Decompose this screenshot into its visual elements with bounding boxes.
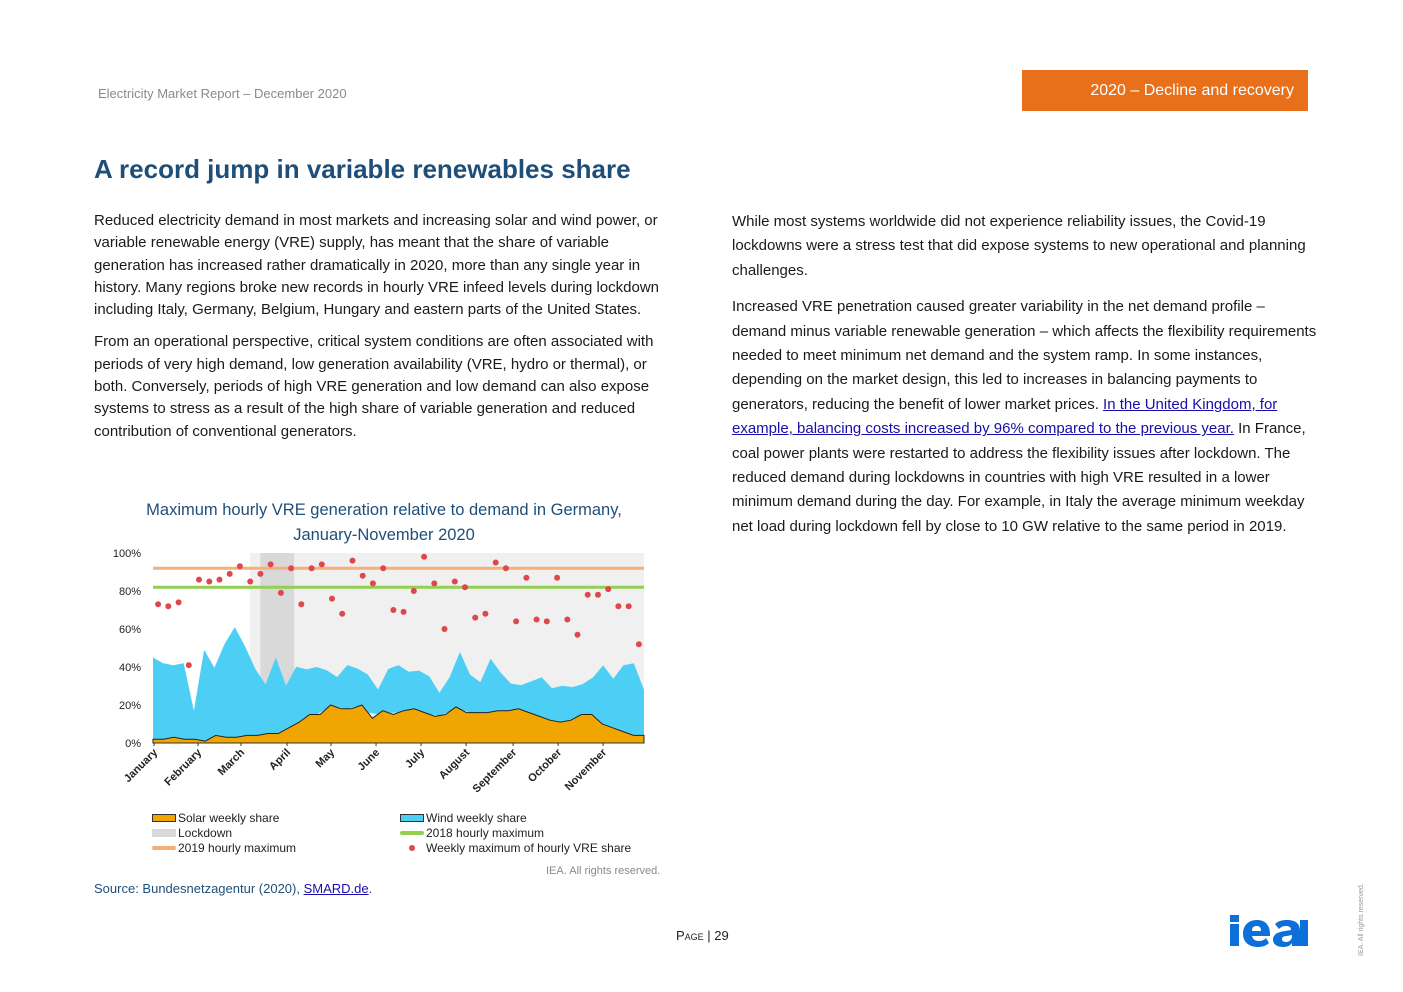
chart-title-line: Maximum hourly VRE generation relative to demand in Germany,: [146, 501, 622, 519]
weekly-max-point: [339, 611, 345, 617]
weekly-max-point: [585, 592, 591, 598]
legend-2019-max: [152, 840, 296, 855]
iea-logo: [1230, 912, 1308, 948]
weekly-max-point: [370, 580, 376, 586]
page-number-value: 29: [714, 928, 729, 943]
legend-swatch: [400, 831, 424, 835]
weekly-max-point: [298, 601, 304, 607]
weekly-max-point: [380, 565, 386, 571]
section-badge: 2020 – Decline and recovery: [1022, 70, 1308, 111]
weekly-max-point: [401, 609, 407, 615]
weekly-max-point: [288, 565, 294, 571]
legend-wind: [400, 810, 527, 825]
weekly-max-point: [411, 588, 417, 594]
weekly-max-point: [575, 632, 581, 638]
legend-swatch: [152, 829, 176, 837]
legend-label: 2018 hourly maximum: [426, 825, 545, 840]
weekly-max-point: [390, 607, 396, 613]
paragraph: From an operational perspective, critical system conditions are often associated with periods of very high demand, low generation availability (VRE, hydro or thermal), or both. Conversely, periods of high VRE generation and low demand can also expose systems to stress as a result of the high share of variable generation and reduced contribution of conventional generators.: [94, 333, 654, 440]
paragraph-text: In France, coal power plants were restarted to address the flexibility issues after lockdown. The reduced demand during lockdowns in countries with high VRE resulted in a lower minimum demand during the day. For example, in Italy the average minimum weekday net load during lockdown fell by close to 10 GW relative to the same period in 2019.: [732, 420, 1306, 535]
vertical-rights-text: IEA. All rights reserved.: [1358, 883, 1365, 956]
weekly-max-point: [513, 618, 519, 624]
source-note: [94, 881, 372, 896]
chart-legend: [152, 810, 672, 858]
legend-label: 2019 hourly maximum: [178, 840, 297, 855]
vertical-rights-note: [1358, 868, 1368, 958]
weekly-max-point: [360, 573, 366, 579]
legend-2018-max: [400, 825, 544, 840]
page-title: A record jump in variable renewables share: [94, 154, 631, 184]
legend-lockdown: [152, 825, 232, 840]
weekly-max-point: [319, 561, 325, 567]
weekly-max-point: [615, 603, 621, 609]
legend-swatch: [152, 814, 176, 822]
y-tick-label: 40%: [118, 662, 141, 674]
x-tick-label: April: [266, 746, 294, 773]
right-column: [732, 210, 1322, 551]
legend-swatch: [400, 814, 424, 822]
y-tick-label: 0%: [125, 738, 141, 750]
weekly-max-point: [421, 554, 427, 560]
y-tick-label: 80%: [118, 586, 141, 598]
weekly-max-point: [472, 615, 478, 621]
uk-balancing-costs-link[interactable]: In the United Kingdom, for example, balancing costs increased by 96% compared to the previous year.: [732, 395, 1278, 438]
weekly-max-point: [329, 596, 335, 602]
x-tick-label: August: [436, 746, 473, 782]
weekly-max-point: [257, 571, 263, 577]
weekly-max-point: [554, 575, 560, 581]
x-tick-label: February: [162, 746, 205, 789]
weekly-max-point: [626, 603, 632, 609]
page-label: Page: [676, 928, 704, 943]
weekly-max-point: [237, 563, 243, 569]
legend-solar: [152, 810, 279, 825]
weekly-max-point: [431, 580, 437, 586]
weekly-max-point: [155, 601, 161, 607]
weekly-max-point: [350, 558, 356, 564]
rights-note: IEA. All rights reserved.: [546, 865, 661, 877]
weekly-max-point: [503, 565, 509, 571]
paragraph-text: Increased VRE penetration caused greater variability in the net demand profile – demand minus variable renewable generation – which affects the flexibility requirements needed to meet minimum net demand and the system ramp. In some instances, depending on the market design, this led to increases in balancing payments to generators, reducing the benefit of lower market prices.: [732, 298, 1317, 413]
weekly-max-point: [196, 577, 202, 583]
weekly-max-point: [165, 603, 171, 609]
vre-chart: [94, 545, 680, 815]
weekly-max-point: [278, 590, 284, 596]
x-tick-label: March: [215, 746, 248, 779]
weekly-max-point: [482, 611, 488, 617]
weekly-max-point: [217, 577, 223, 583]
x-tick-label: September: [470, 746, 520, 796]
weekly-max-point: [206, 579, 212, 585]
source-suffix: .: [368, 881, 373, 896]
legend-label: Lockdown: [178, 825, 233, 840]
weekly-max-point: [268, 561, 274, 567]
y-tick-label: 20%: [118, 700, 141, 712]
legend-swatch: [400, 844, 424, 852]
report-title: Electricity Market Report – December 2020: [98, 86, 347, 101]
weekly-max-point: [186, 662, 192, 668]
y-tick-label: 100%: [112, 548, 141, 560]
page-separator: |: [703, 928, 715, 943]
legend-label: Weekly maximum of hourly VRE share: [426, 840, 632, 855]
weekly-max-point: [636, 641, 642, 647]
weekly-max-point: [544, 618, 550, 624]
legend-swatch: [152, 846, 176, 850]
left-column: [94, 210, 679, 453]
weekly-max-point: [452, 579, 458, 585]
paragraph: While most systems worldwide did not experience reliability issues, the Covid-19 lockdowns were a stress test that did expose systems to new operational and planning challenges.: [732, 213, 1306, 279]
weekly-max-point: [564, 617, 570, 623]
smard-link[interactable]: SMARD.de: [303, 881, 369, 896]
paragraph: Reduced electricity demand in most markets and increasing solar and wind power, or variable renewable energy (VRE) supply, has meant that the share of variable generation has increased rather dramatically in 2020, more than any single year in history. Many regions broke new records in hourly VRE infeed levels during lockdown including Italy, Germany, Belgium, Hungary and eastern parts of the United States.: [94, 212, 659, 319]
legend-label: Wind weekly share: [426, 810, 527, 825]
weekly-max-point: [605, 586, 611, 592]
weekly-max-point: [442, 626, 448, 632]
weekly-max-point: [534, 617, 540, 623]
weekly-max-point: [462, 584, 468, 590]
x-tick-label: July: [403, 746, 428, 771]
x-tick-label: January: [121, 746, 161, 785]
page-number: [676, 928, 729, 943]
source-prefix: Source: Bundesnetzagentur (2020),: [94, 881, 304, 896]
chart-title: [94, 498, 674, 548]
legend-label: Solar weekly share: [178, 810, 280, 825]
x-tick-label: November: [562, 746, 610, 794]
weekly-max-point: [523, 575, 529, 581]
y-tick-label: 60%: [118, 624, 141, 636]
weekly-max-point: [493, 560, 499, 566]
legend-weekly-max: [400, 840, 631, 855]
x-tick-label: June: [355, 746, 383, 774]
weekly-max-point: [176, 599, 182, 605]
x-tick-label: May: [313, 746, 338, 771]
x-tick-label: October: [525, 746, 565, 785]
paragraph: [732, 295, 1322, 539]
weekly-max-point: [309, 565, 315, 571]
weekly-max-point: [247, 579, 253, 585]
weekly-max-point: [595, 592, 601, 598]
chart-title-line: January-November 2020: [293, 526, 475, 544]
weekly-max-point: [227, 571, 233, 577]
